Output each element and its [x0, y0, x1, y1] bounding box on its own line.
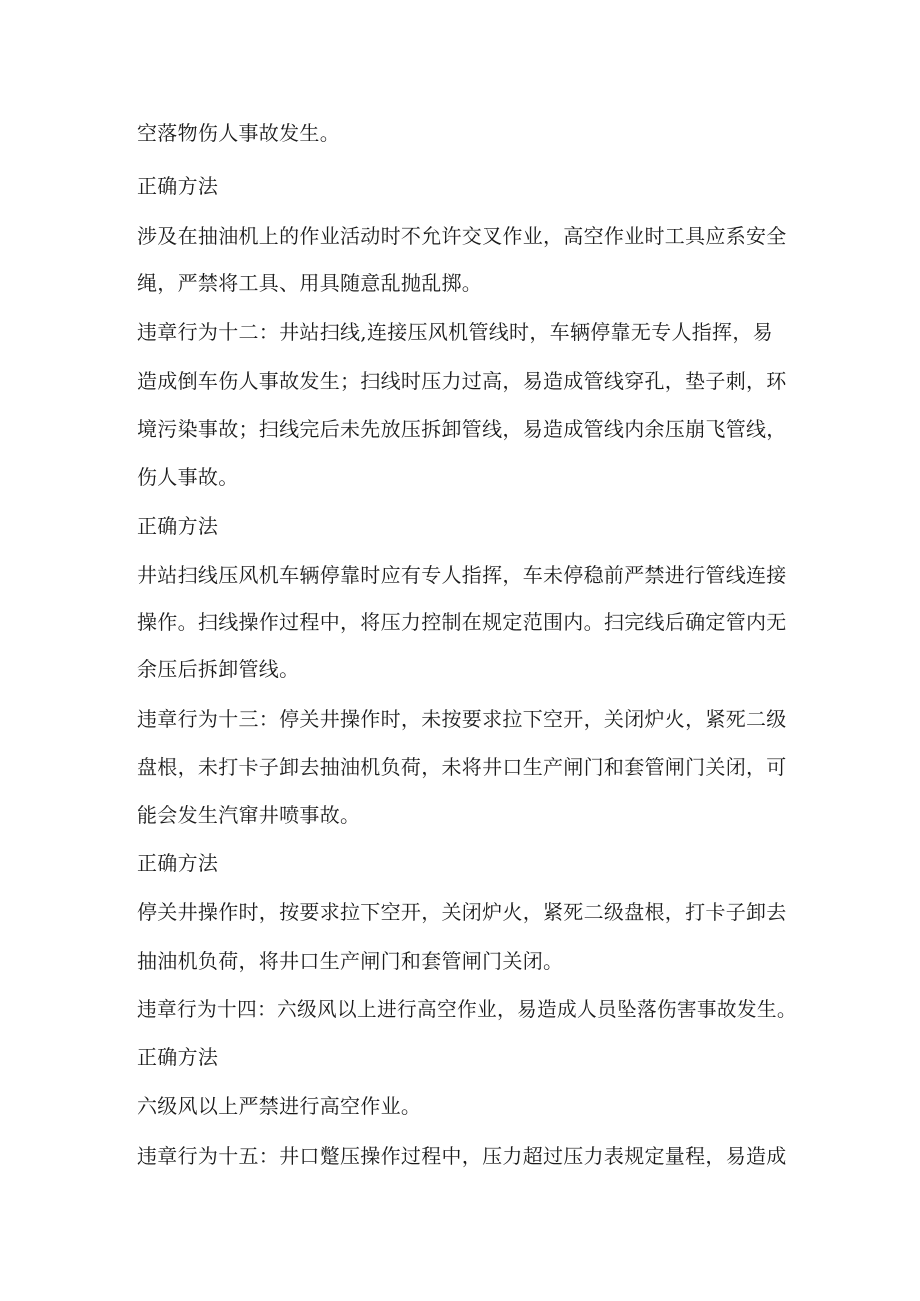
text-line: 停关井操作时，按要求拉下空开，关闭炉火，紧死二级盘根，打卡子卸去 [137, 900, 787, 924]
violation-heading: 违章行为十四：六级风以上进行高空作业，易造成人员坠落伤害事故发生。 [137, 997, 797, 1021]
section-heading: 正确方法 [137, 1045, 219, 1069]
text-line: 涉及在抽油机上的作业活动时不允许交叉作业，高空作业时工具应系安全 [137, 224, 787, 248]
section-heading: 正确方法 [137, 514, 219, 538]
text-line: 六级风以上严禁进行高空作业。 [137, 1094, 422, 1118]
text-line: 盘根，未打卡子卸去抽油机负荷，未将井口生产闸门和套管闸门关闭，可 [137, 755, 787, 779]
section-heading: 正确方法 [137, 851, 219, 875]
text-line: 绳，严禁将工具、用具随意乱抛乱掷。 [137, 271, 483, 295]
text-line: 操作。扫线操作过程中，将压力控制在规定范围内。扫完线后确定管内无 [137, 610, 787, 634]
text-line: 境污染事故；扫线完后未先放压拆卸管线，易造成管线内余压崩飞管线， [137, 417, 787, 441]
section-heading: 正确方法 [137, 174, 219, 198]
violation-heading: 违章行为十五：井口蹩压操作过程中，压力超过压力表规定量程，易造成 [137, 1144, 787, 1168]
text-line: 余压后拆卸管线。 [137, 657, 300, 681]
text-line: 井站扫线压风机车辆停靠时应有专人指挥，车未停稳前严禁进行管线连接 [137, 563, 787, 587]
text-line: 空落物伤人事故发生。 [137, 121, 340, 145]
text-line: 伤人事故。 [137, 465, 239, 489]
text-line: 抽油机负荷，将井口生产闸门和套管闸门关闭。 [137, 949, 564, 973]
text-line: 能会发生汽窜井喷事故。 [137, 803, 361, 827]
violation-heading: 违章行为十三：停关井操作时，未按要求拉下空开，关闭炉火，紧死二级 [137, 707, 787, 731]
violation-heading: 违章行为十二：井站扫线,连接压风机管线时，车辆停靠无专人指挥，易 [137, 320, 773, 344]
text-line: 造成倒车伤人事故发生；扫线时压力过高，易造成管线穿孔，垫子刺，环 [137, 369, 787, 393]
